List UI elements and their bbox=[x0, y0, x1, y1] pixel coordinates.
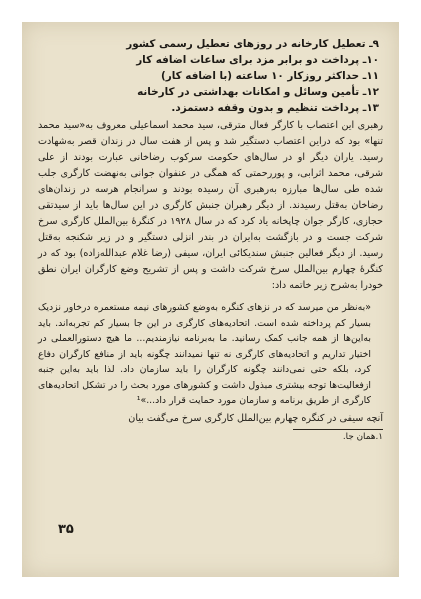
list-item: ۱۳ـ پرداخت تنظیم و بدون وقفه دستمزد. bbox=[171, 102, 379, 114]
page-number: ۳۵ bbox=[58, 522, 74, 537]
book-page bbox=[22, 22, 399, 577]
closing-line: آنچه سیفی در کنگره چهارم بین‌الملل کارگری سرخ می‌گفت بیان bbox=[128, 412, 383, 424]
body-paragraph: رهبری این اعتصاب با کارگر فعال مترقی، سید محمد اسماعیلی معروف به«سید محمد تنها» بود که دراین اعتصاب دستگیر شد و پس از هفت سال در زندان قصر به‌شهادت رسید. یاران دیگر او در سال‌های حکومت سرکوب رضاخانی عبارت بودند از علی شرقی، محمد اثرابی، و پوررحمتی که همگی در عنفوان جوانی به‌نهضت کارگری جلب شده طی سال‌ها مبارزه به‌رهبری آن رسیده بودند و سرانجام هرسه در زندان‌های رضاخان به‌قتل رسیدند. از دیگر رهبران جنبش کارگری در این سال‌ها باید از سیدتقی حجازی، کارگر جوان چاپخانه یاد کرد که در سال ۱۹۲۸ در کنگرهٔ بین‌الملل کارگری سرخ شرکت جست و در بازگشت به‌ایران در بندر انزلی دستگیر و در زیر شکنجه به‌قتل رسید. از دیگر فعالین جنبش سندیکائی ایران، سیفی (رضا غلام عبدالله‌زاده) بود که در کنگرهٔ چهارم بین‌الملل سرخ شرکت داشت و پس از تشریح وضع کارگران ایران نطق خودرا به‌شرح زیر خاتمه داد: bbox=[38, 120, 383, 291]
list-item: ۱۲ـ تأمین وسائل و امکانات بهداشتی در کارخانه bbox=[137, 86, 379, 98]
quotation: «به‌نظر من میرسد که در نزهای کنگره به‌وضع کشورهای نیمه مستعمره درخاور نزدیک بسیار کم پرداخته شده است. اتحادیه‌های کارگری در این جا بسیار کم تجربه‌اند. باید به‌این‌ها از همه جانب کمک رسانید. ما به‌برنامه نیازمندیم... ما هیچ دستورالعملی در اختیار تداریم و اتحادیه‌های کارگری نه تنها نمیدانند چگونه باید از منافع کارگران دفاع کرد، بلکه حتی نمی‌دانند چگونه کارگران را باید سازمان داد. لذا باید به‌این جنبه ازفعالیت‌ها توجه بیشتری مبذول داشت و کشورهای مورد بحث را در تشکل اتحادیه‌های کارگری از طریق برنامه و سازمان مورد حمایت قرار داد...»¹ bbox=[38, 302, 371, 406]
page-text bbox=[38, 36, 383, 444]
list-item: ۹ـ تعطیل کارخانه در روزهای تعطیل رسمی کشور bbox=[126, 38, 379, 50]
list-item: ۱۱ـ حداکثر روزکار ۱۰ ساعته (با اضافه کار) bbox=[160, 70, 379, 82]
footnote: ۱.همان جا. bbox=[342, 431, 383, 442]
list-item: ۱۰ـ پرداخت دو برابر مزد برای ساعات اضافه کار bbox=[136, 54, 379, 66]
demands-list bbox=[38, 36, 383, 116]
